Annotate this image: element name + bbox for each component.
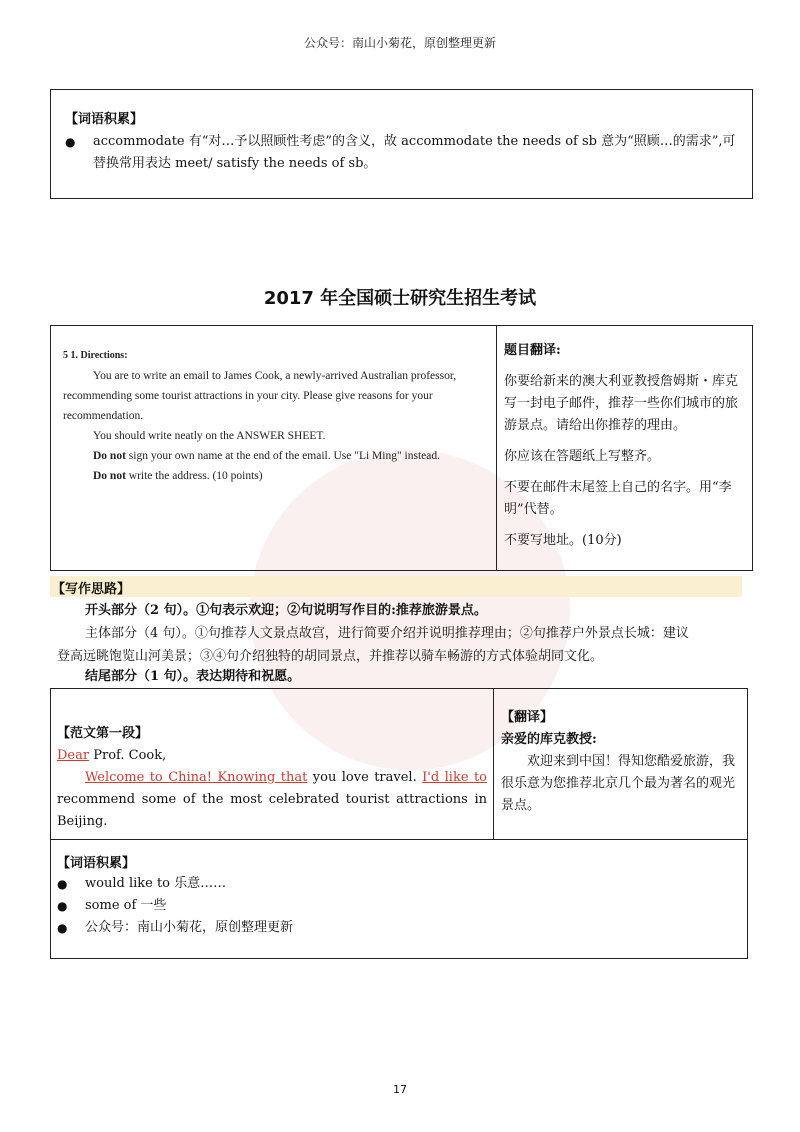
question-image (63, 346, 488, 486)
outline-ending: 结尾部分（1 句）。表达期待和祝愿。 (85, 669, 301, 684)
outline-title-bar (50, 576, 742, 597)
sample-text (57, 767, 487, 833)
sample-divider (493, 689, 494, 839)
translation-p4: 不要写地址。(10分) (504, 533, 622, 548)
vocab-item: accommodate 有“对…予以照顾性考虑”的含义，故 accommodate the needs of sb 意为“照顾…的需求”,可替换常用表达 meet/ satisfy the needs of sb。 (93, 134, 736, 171)
highlight-phrase: Dear (57, 748, 90, 763)
question-translation (504, 340, 744, 561)
sample-translation-cell (501, 707, 741, 817)
sample-table (50, 688, 748, 840)
exam-title: 2017 年全国硕士研究生招生考试 (263, 288, 537, 309)
vocab-box-2 (50, 839, 748, 959)
directions-label: 5 1. Directions: (63, 350, 128, 361)
bullet-icon: ● (57, 899, 68, 913)
translation-title: 【翻译】 (501, 710, 554, 725)
sample-text-mid: you love travel. (312, 770, 417, 785)
question-line-4 (63, 466, 488, 486)
list-item (57, 873, 741, 895)
bullet-icon: ● (65, 135, 76, 149)
vocab-title: 【词语积累】 (65, 112, 144, 127)
vocab-title: 【词语积累】 (57, 856, 136, 871)
do-not-label: Do not (93, 470, 126, 482)
translation-p1: 你要给新来的澳大利亚教授詹姆斯・库克写一封电子邮件，推荐一些你们城市的旅游景点。请给出你推荐的理由。 (504, 374, 739, 433)
list-item (57, 895, 741, 917)
translation-salutation: 亲爱的库克教授: (501, 732, 597, 747)
header-note: 公众号：南山小菊花，原创整理更新 (303, 36, 496, 50)
outline-body-a: 主体部分（4 句）。①句推荐人文景点故宫，进行简要介绍并说明推荐理由；②句推荐户外景点长城：建议 (85, 626, 689, 641)
vocab-item: would like to 乐意…… (85, 876, 227, 891)
question-line-3-text: sign your own name at the end of the email. Use "Li Ming" instead. (128, 450, 440, 462)
highlight-phrase: I'd like to (422, 770, 487, 785)
sample-text-rest: recommend some of the most celebrated tourist attractions in Beijing. (57, 792, 487, 829)
page-number: 17 (393, 1083, 407, 1096)
do-not-label: Do not (93, 450, 126, 462)
question-divider (496, 326, 497, 570)
outline-body-b: 登高远眺饱览山河美景；③④句介绍独特的胡同景点，并推荐以骑车畅游的方式体验胡同文化。 (57, 649, 604, 664)
salutation-text: Prof. Cook, (93, 748, 167, 763)
outline-title: 【写作思路】 (52, 582, 131, 597)
translation-title: 题目翻译: (504, 343, 561, 358)
list-item (57, 917, 741, 939)
question-line-2: You should write neatly on the ANSWER SHEET. (93, 430, 326, 442)
vocab-item: 公众号：南山小菊花，原创整理更新 (85, 920, 294, 935)
list-item (65, 131, 738, 175)
translation-text: 欢迎来到中国！得知您酷爱旅游，我很乐意为您推荐北京几个最为著名的观光景点。 (501, 754, 736, 813)
vocab-item: some of 一些 (85, 898, 167, 913)
outline-opening: 开头部分（2 句）。①句表示欢迎；②句说明写作目的:推荐旅游景点。 (85, 603, 487, 618)
sample-title: 【范文第一段】 (57, 726, 149, 741)
translation-p3: 不要在邮件末尾签上自己的名字。用“李明”代替。 (504, 480, 732, 517)
translation-p2: 你应该在答题纸上写整齐。 (504, 449, 661, 464)
bullet-icon: ● (57, 921, 68, 935)
question-line-1: You are to write an email to James Cook, a newly-arrived Australian professor, recommending some tourist attractions in your city. Please give reasons for your recommendation. (63, 370, 457, 422)
vocab-box-1 (50, 89, 753, 199)
highlight-phrase: Welcome to China! Knowing that (85, 770, 308, 785)
question-line-3 (63, 446, 488, 466)
question-line-4-text: write the address. (10 points) (128, 470, 263, 482)
bullet-icon: ● (57, 877, 68, 891)
question-table (50, 325, 753, 571)
sample-left-cell (57, 723, 487, 833)
sample-salutation (57, 745, 487, 767)
